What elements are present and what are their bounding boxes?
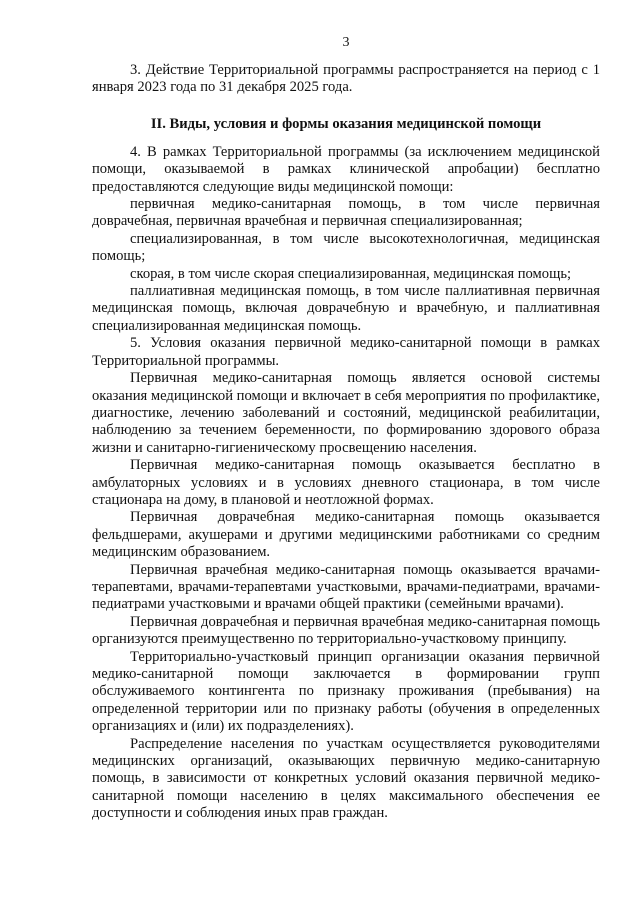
paragraph-4-intro: 4. В рамках Территориальной программы (за исключением медицинской помощи, оказываемой в рамках клинической апробации) бесплатно предоставляются следующие виды медицинской помощи: bbox=[92, 143, 600, 195]
paragraph-primary-care-basis: Первичная медико-санитарная помощь является основой системы оказания медицинской помощи и включает в себя мероприятия по профилактике, диагностике, лечению заболеваний и состояний, медицинской реабилитации, наблюдению за течением беременности, по формированию здорового образа жизни и санитарно-гигиеническому просвещению населения. bbox=[92, 370, 600, 456]
paragraph-primary-care-free: Первичная медико-санитарная помощь оказывается бесплатно в амбулаторных условиях и в условиях дневного стационара, в том числе стационара на дому, в плановой и неотложной формах. bbox=[92, 457, 600, 508]
list-item-specialized-care: специализированная, в том числе высокотехнологичная, медицинская помощь; bbox=[92, 230, 600, 265]
paragraph-5-conditions: 5. Условия оказания первичной медико-санитарной помощи в рамках Территориальной программы. bbox=[92, 335, 600, 369]
list-item-emergency-care: скорая, в том числе скорая специализированная, медицинская помощь; bbox=[130, 265, 572, 282]
section-heading: II. Виды, условия и формы оказания медицинской помощи bbox=[150, 115, 542, 132]
page-number: 3 bbox=[342, 35, 350, 50]
paragraph-doctor-care: Первичная врачебная медико-санитарная помощь оказывается врачами-терапевтами, врачами-терапевтами участковыми, врачами-педиатрами, врачами-педиатрами участковыми и врачами общей практики (семейными врачами). bbox=[92, 561, 600, 613]
paragraph-population-distribution: Распределение населения по участкам осуществляется руководителями медицинских организаций, оказывающих первичную медико-санитарную помощь, в зависимости от конкретных условий оказания первичной медико-санитарной помощи населению в целях максимального обеспечения ее доступности и соблюдения иных прав граждан. bbox=[92, 735, 600, 822]
paragraph-pre-doctor-care: Первичная доврачебная медико-санитарная помощь оказывается фельдшерами, акушерами и другими медицинскими работниками со средним медицинским образованием. bbox=[92, 509, 600, 561]
paragraph-territorial-principle: Первичная доврачебная и первичная врачебная медико-санитарная помощь организуются преимущественно по территориально-участковому принципу. bbox=[92, 613, 600, 648]
list-item-primary-care: первичная медико-санитарная помощь, в том числе первичная доврачебная, первичная врачебная и первичная специализированная; bbox=[92, 196, 600, 230]
paragraph-3-validity-period: 3. Действие Территориальной программы распространяется на период с 1 января 2023 года по 31 декабря 2025 года. bbox=[92, 62, 600, 96]
list-item-palliative-care: паллиативная медицинская помощь, в том числе паллиативная первичная медицинская помощь, включая доврачебную и врачебную, и паллиативная специализированная медицинская помощь. bbox=[92, 283, 600, 334]
paragraph-territorial-principle-detail: Территориально-участковый принцип организации оказания первичной медико-санитарной помощи заключается в формировании групп обслуживаемого контингента по признаку проживания (пребывания) на определенной территории или по признаку работы (обучения в определенных организациях и (или) их подразделениях). bbox=[92, 648, 600, 735]
